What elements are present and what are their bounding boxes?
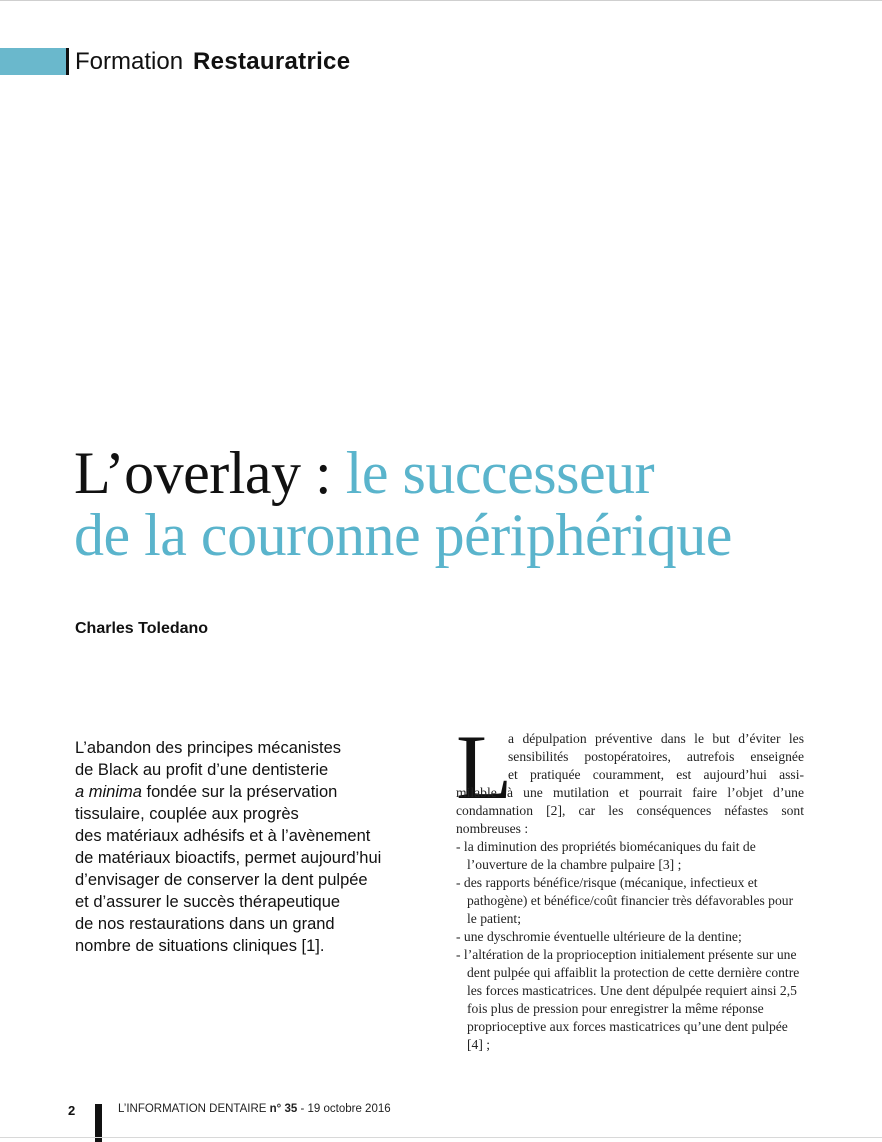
abstract-line: des matériaux adhésifs et à l’avènement bbox=[75, 827, 371, 845]
bottom-rule bbox=[0, 1137, 882, 1138]
drop-cap: L bbox=[456, 716, 513, 818]
abstract-line: nombre de situations cliniques [1]. bbox=[75, 937, 325, 955]
author-name: Charles Toledano bbox=[75, 620, 209, 637]
title-part-1: L’overlay : bbox=[74, 440, 332, 506]
abstract-line: de nos restaurations dans un grand bbox=[75, 915, 335, 933]
abstract bbox=[75, 737, 405, 957]
category-label: Restauratrice bbox=[193, 48, 351, 75]
body-line: a dépulpation préventive dans le but d’éviter les bbox=[508, 731, 804, 746]
top-rule bbox=[0, 0, 882, 1]
article-title bbox=[74, 442, 732, 566]
abstract-line: et d’assurer le succès thérapeutique bbox=[75, 893, 341, 911]
body-line: milable à une mutilation et pourrait faire l’objet d’une bbox=[456, 785, 804, 800]
body-line: sensibilités postopératoires, autrefois enseignée bbox=[508, 749, 804, 764]
abstract-line: L’abandon des principes mécanistes bbox=[75, 739, 342, 757]
issue-number: n° 35 bbox=[269, 1103, 298, 1115]
title-part-2: le successeur bbox=[345, 440, 655, 506]
body-line: nombreuses : bbox=[456, 821, 529, 836]
section-label: Formation bbox=[75, 48, 184, 75]
abstract-line-text: fondée sur la préservation bbox=[146, 783, 338, 801]
footer-journal bbox=[118, 1103, 391, 1115]
page-number: 2 bbox=[68, 1103, 76, 1118]
issue-date: - 19 octobre 2016 bbox=[300, 1103, 391, 1115]
abstract-line: d’envisager de conserver la dent pulpée bbox=[75, 871, 368, 889]
title-line-2: de la couronne périphérique bbox=[74, 502, 732, 568]
list-item: - des rapports bénéfice/risque (mécanique, infectieux et pathogène) et bénéfice/coût financier très défavorables pour le patient; bbox=[456, 875, 794, 926]
journal-name: L’INFORMATION DENTAIRE bbox=[118, 1103, 267, 1115]
abstract-line: tissulaire, couplée aux progrès bbox=[75, 805, 299, 823]
list-item: - l’altération de la proprioception initialement présente sur une dent pulpée qui affaiblit la protection de cette dernière contre les forces masticatrices. Une dent dépulpée requiert ainsi 2,5 fois plus de pression pour enregistrer la même réponse proprioceptive aux forces masticatrices qu’une dent pulpée [4] ; bbox=[456, 947, 800, 1052]
abstract-line bbox=[75, 781, 405, 803]
abstract-italic: a minima bbox=[75, 783, 142, 801]
abstract-line: de matériaux bioactifs, permet aujourd’hui bbox=[75, 849, 382, 867]
list-item: - une dyschromie éventuelle ultérieure de la dentine; bbox=[456, 929, 742, 944]
section-color-bar bbox=[0, 48, 66, 75]
section-header bbox=[75, 47, 350, 77]
abstract-line: de Black au profit d’une dentisterie bbox=[75, 761, 329, 779]
section-divider bbox=[66, 48, 69, 75]
body-line: et pratiquée couramment, est aujourd’hui assi- bbox=[508, 767, 804, 782]
body-line: condamnation [2], car les conséquences néfastes sont bbox=[456, 803, 804, 818]
list-item: - la diminution des propriétés biomécaniques du fait de l’ouverture de la chambre pulpaire [3] ; bbox=[456, 839, 756, 872]
body-column bbox=[456, 730, 804, 1054]
